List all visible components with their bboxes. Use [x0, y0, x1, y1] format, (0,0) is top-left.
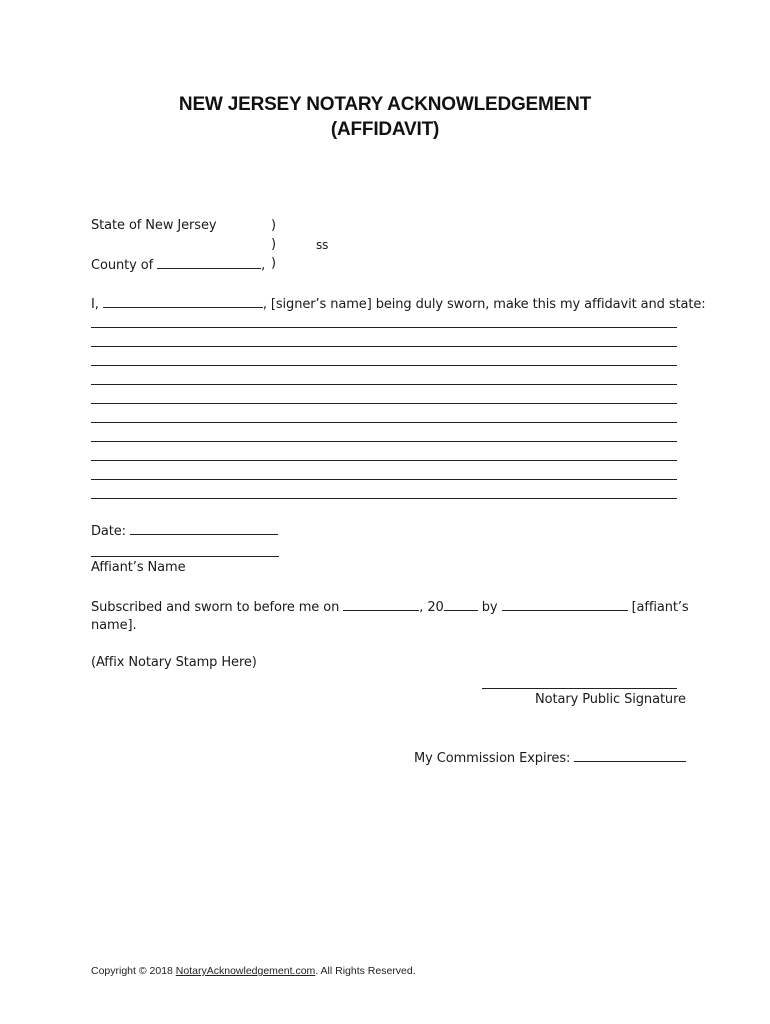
county-label: County of — [91, 258, 154, 273]
statement-line-3[interactable] — [91, 365, 677, 366]
footer-suffix: . All Rights Reserved. — [315, 965, 416, 977]
statement-line-10[interactable] — [91, 498, 677, 499]
statement-line-1[interactable] — [91, 327, 677, 328]
affiant-statement — [91, 295, 706, 312]
statement-line-9[interactable] — [91, 479, 677, 480]
commission-field[interactable] — [574, 749, 686, 762]
signer-name-field[interactable] — [103, 295, 263, 308]
jurat-year-field[interactable] — [444, 598, 478, 611]
notary-signature-line[interactable] — [482, 688, 677, 689]
jurat-affiant-field[interactable] — [502, 598, 628, 611]
county-field[interactable] — [157, 256, 261, 269]
statement-suffix: , [signer’s name] being duly sworn, make this my affidavit and state: — [262, 297, 706, 312]
statement-line-6[interactable] — [91, 422, 677, 423]
jurat-text-4: [affiant’s — [631, 600, 689, 615]
notary-signature-label: Notary Public Signature — [535, 692, 686, 707]
venue-paren-3: ) — [271, 256, 276, 271]
county-comma: , — [261, 258, 266, 273]
jurat-line-1 — [91, 598, 689, 615]
statement-prefix: I, — [91, 297, 99, 312]
jurat-date-field[interactable] — [343, 598, 419, 611]
venue-paren-2: ) — [271, 237, 276, 252]
affiant-name-label: Affiant’s Name — [91, 560, 186, 575]
date-label: Date: — [91, 524, 126, 539]
footer-link[interactable]: NotaryAcknowledgement.com — [175, 965, 316, 977]
statement-line-8[interactable] — [91, 460, 677, 461]
jurat-text-1: Subscribed and sworn to before me on — [91, 600, 340, 615]
date-line — [91, 522, 278, 539]
document-subtitle: (AFFIDAVIT) — [330, 119, 440, 140]
venue-paren-1: ) — [271, 218, 276, 233]
date-field[interactable] — [130, 522, 278, 535]
jurat-text-2: , 20 — [419, 600, 444, 615]
county-line — [91, 256, 265, 273]
state-label: State of New Jersey — [91, 218, 217, 233]
statement-line-5[interactable] — [91, 403, 677, 404]
commission-label: My Commission Expires: — [414, 751, 571, 766]
footer-prefix: Copyright © 2018 — [91, 965, 176, 977]
statement-line-4[interactable] — [91, 384, 677, 385]
commission-line — [414, 749, 686, 766]
footer-copyright — [91, 965, 416, 977]
affiant-signature-line[interactable] — [91, 556, 279, 557]
document-title: NEW JERSEY NOTARY ACKNOWLEDGEMENT — [178, 94, 592, 115]
statement-line-2[interactable] — [91, 346, 677, 347]
jurat-text-3: by — [477, 600, 498, 615]
stamp-label: (Affix Notary Stamp Here) — [91, 655, 257, 670]
ss-label: ss — [316, 238, 329, 252]
jurat-line-2: name]. — [91, 618, 137, 633]
statement-line-7[interactable] — [91, 441, 677, 442]
